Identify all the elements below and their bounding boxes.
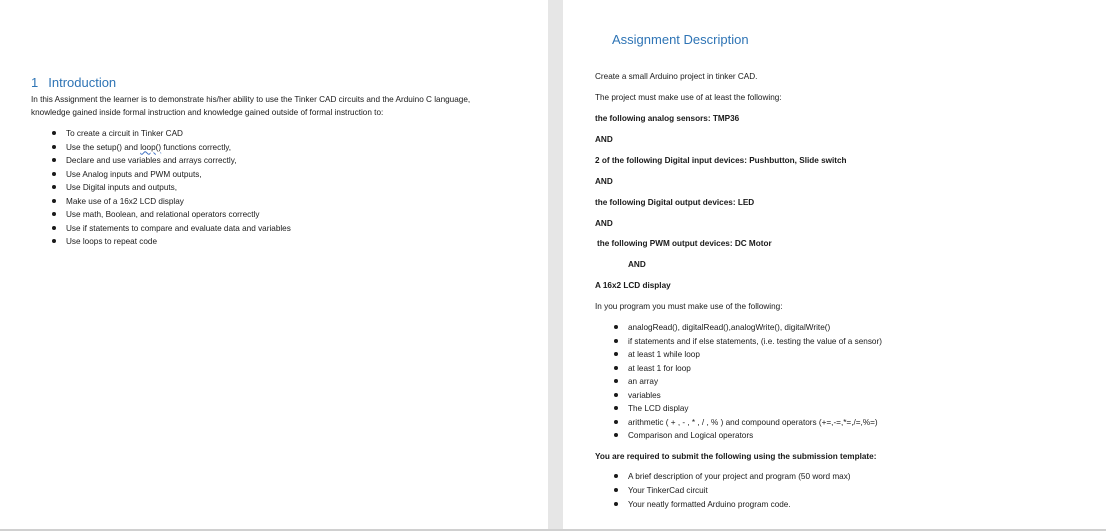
bullet-icon [614,339,618,343]
objectives-list [66,127,291,249]
bullet-icon [614,379,618,383]
and-separator: AND [595,135,613,144]
bullet-icon [52,212,56,216]
list-item: Use Analog inputs and PWM outputs, [66,168,291,182]
list-item: Make use of a 16x2 LCD display [66,195,291,209]
list-item: Use Digital inputs and outputs, [66,181,291,195]
text-line: Create a small Arduino project in tinker CAD. [595,72,758,81]
submission-heading: You are required to submit the following using the submission template: [595,452,877,461]
bullet-icon [614,420,618,424]
section-title: Introduction [48,75,117,90]
requirement-line: the following analog sensors: TMP36 [595,114,740,123]
and-separator: AND [628,260,646,269]
bullet-icon [52,158,56,162]
bullet-icon [52,172,56,176]
bullet-icon [52,226,56,230]
list-item: Declare and use variables and arrays correctly, [66,154,291,168]
submission-list [628,470,851,511]
bullet-icon [614,325,618,329]
list-item: Use the setup() and loop() functions correctly, [66,141,291,155]
bullet-icon [614,474,618,478]
bullet-icon [52,131,56,135]
list-item: if statements and if else statements, (i.e. testing the value of a sensor) [628,335,882,349]
intro-paragraph: In this Assignment the learner is to demonstrate his/her ability to use the Tinker CAD circuits and the Arduino C language, knowledge gained inside formal instruction and knowledge gained outside of formal instruction to: [31,95,471,117]
list-item: The LCD display [628,402,882,416]
bullet-icon [614,502,618,506]
list-item: at least 1 for loop [628,362,882,376]
program-requirements-list [628,321,882,443]
document-page-left [0,0,548,529]
page-title: Assignment Description [612,32,749,47]
and-separator: AND [595,219,613,228]
list-item: To create a circuit in Tinker CAD [66,127,291,141]
requirement-line: 2 of the following Digital input devices: Pushbutton, Slide switch [595,156,847,165]
list-item: Use math, Boolean, and relational operators correctly [66,208,291,222]
list-item: Your neatly formatted Arduino program code. [628,498,851,512]
list-item: analogRead(), digitalRead(),analogWrite(), digitalWrite() [628,321,882,335]
section-number: 1 [31,75,39,90]
list-item: Comparison and Logical operators [628,429,882,443]
list-item: Use loops to repeat code [66,235,291,249]
bullet-icon [614,488,618,492]
requirement-line: the following PWM output devices: DC Motor [597,239,772,248]
list-item: at least 1 while loop [628,348,882,362]
list-item: Use if statements to compare and evaluate data and variables [66,222,291,236]
list-item: A brief description of your project and program (50 word max) [628,470,851,484]
requirement-line: the following Digital output devices: LED [595,198,755,207]
section-heading [31,75,116,90]
document-page-right [563,0,1106,529]
bullet-icon [52,145,56,149]
bullet-icon [614,352,618,356]
bullet-icon [52,185,56,189]
requirement-line: A 16x2 LCD display [595,281,671,290]
text-line: In you program you must make use of the following: [595,302,783,311]
list-item: arithmetic ( + , - , * , / , % ) and compound operators (+=,-=,*=,/=,%=) [628,416,882,430]
bullet-icon [52,199,56,203]
list-item: Your TinkerCad circuit [628,484,851,498]
bullet-icon [614,406,618,410]
and-separator: AND [595,177,613,186]
bullet-icon [614,393,618,397]
text-line: The project must make use of at least the following: [595,93,782,102]
bullet-icon [52,239,56,243]
bullet-icon [614,366,618,370]
bullet-icon [614,433,618,437]
spellcheck-underlined-word: loop() [140,142,162,152]
list-item: variables [628,389,882,403]
list-item: an array [628,375,882,389]
page-gap [548,0,563,531]
